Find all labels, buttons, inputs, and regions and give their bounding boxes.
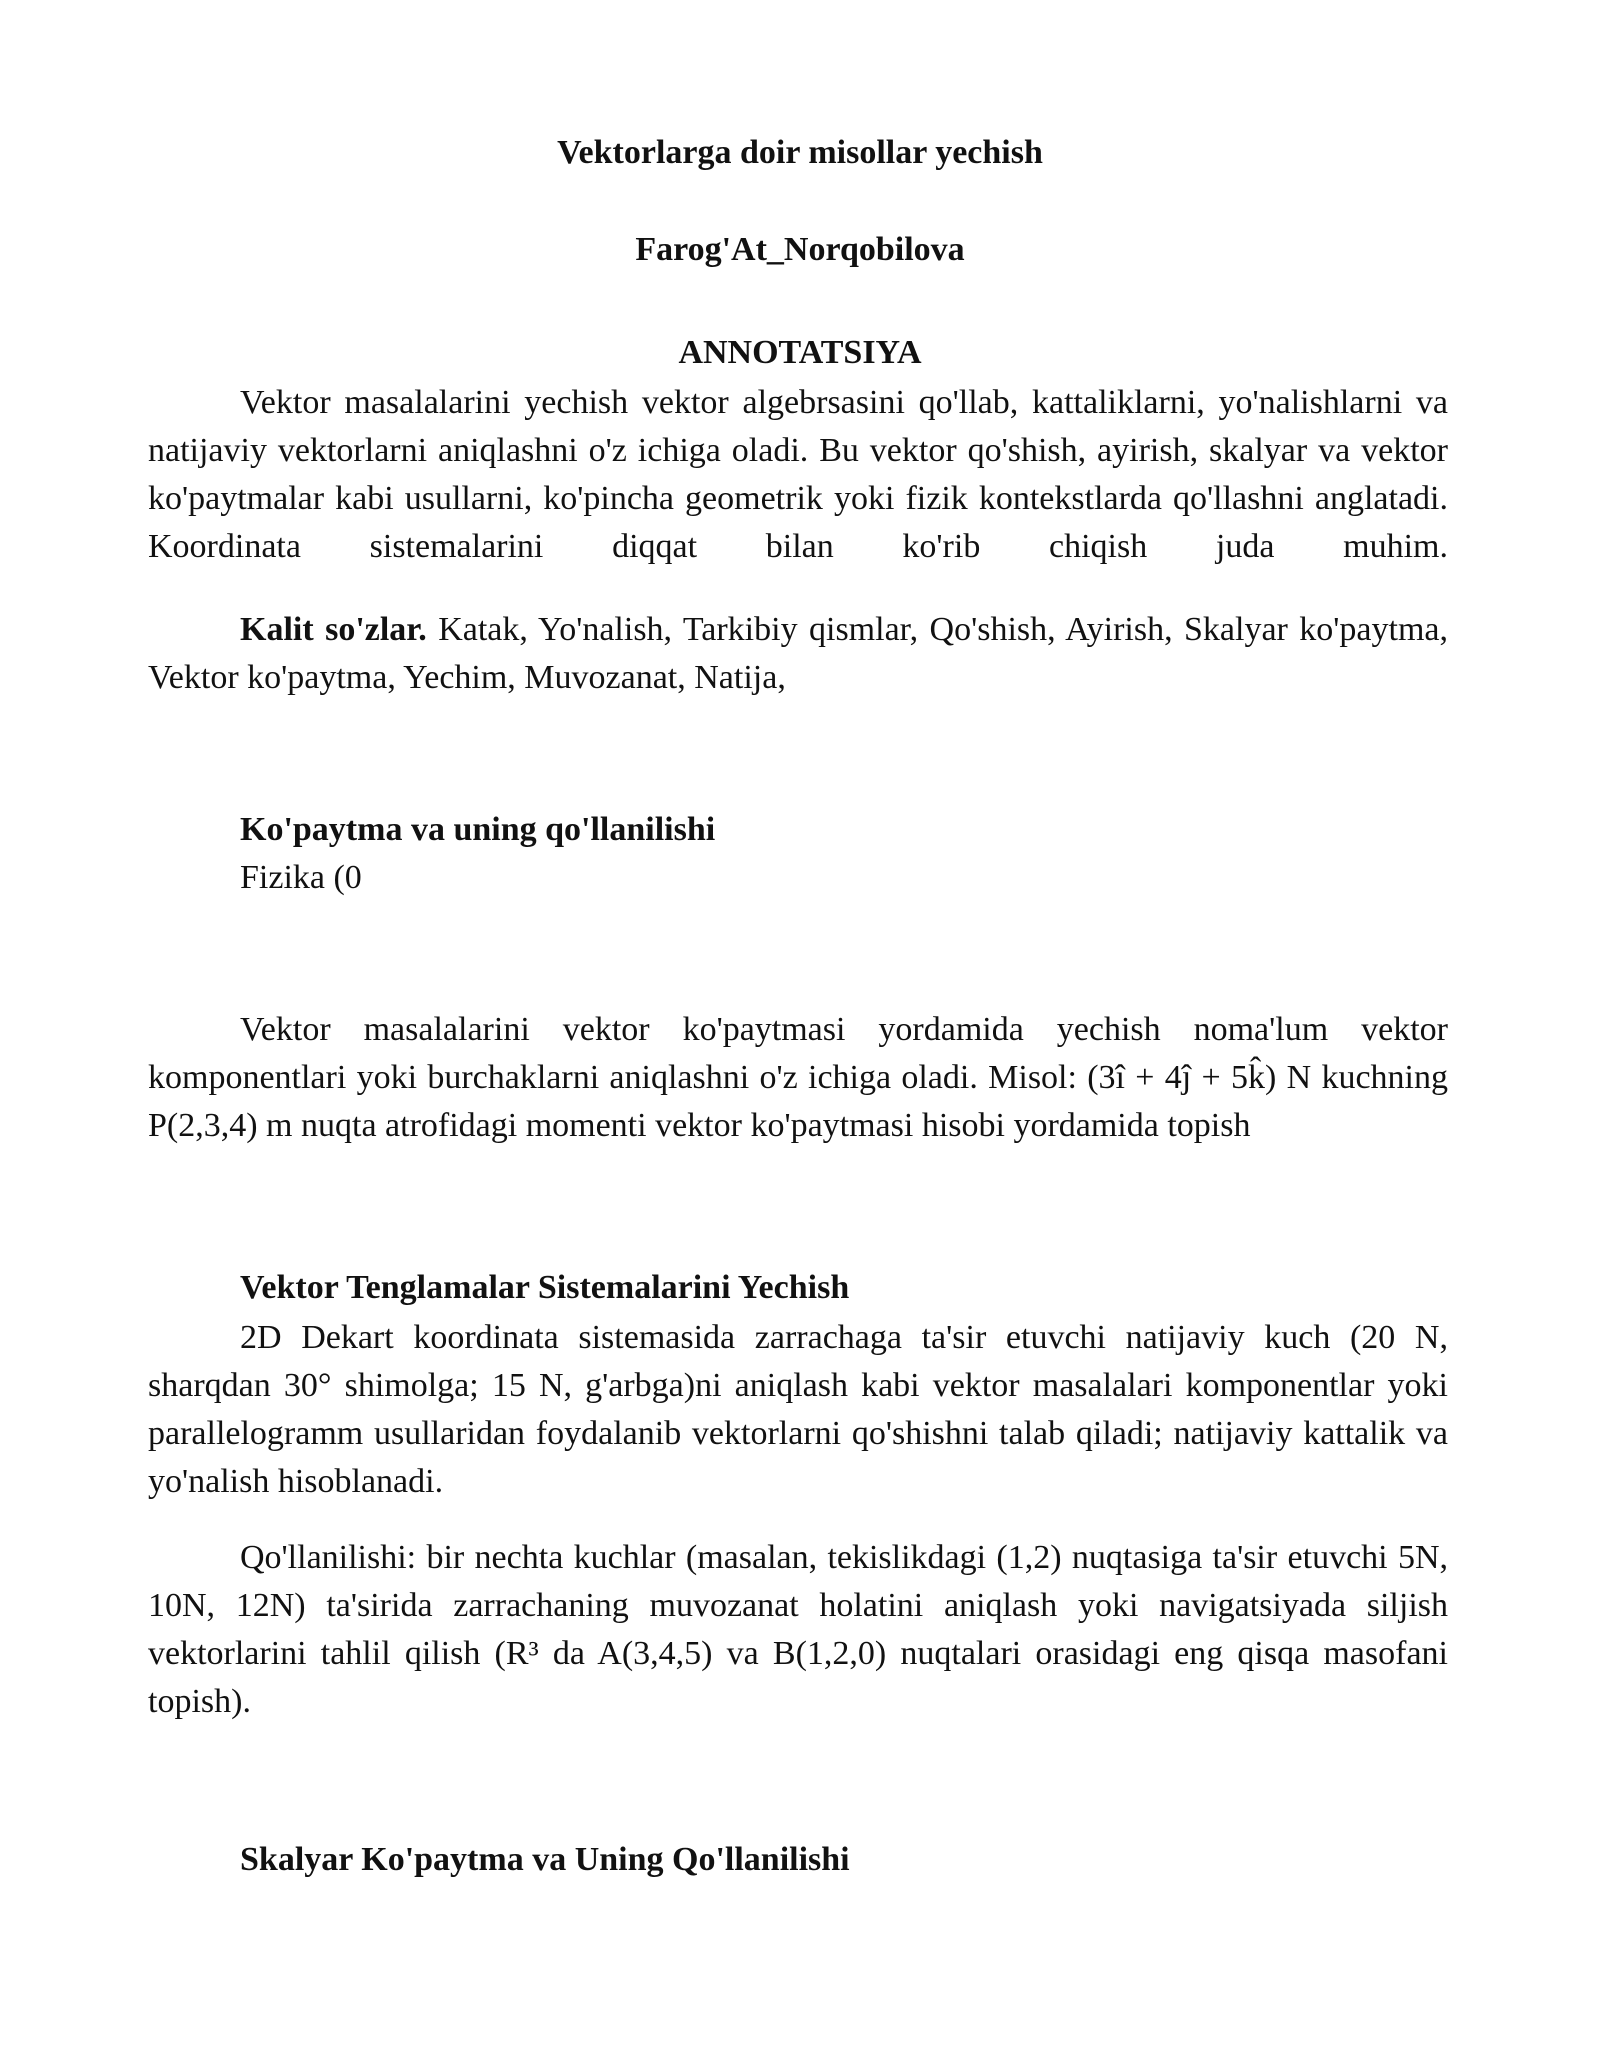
- keywords-list: Katak, Yo'nalish, Tarkibiy qismlar, Qo'shish, Ayirish, Skalyar ko'paytma, Vektor ko'paytma, Yechim, Muvozanat, Natija,: [148, 611, 1448, 696]
- section-heading-kopaytma: Ko'paytma va uning qo'llanilishi: [240, 811, 716, 848]
- applications-paragraph: Qo'llanilishi: bir nechta kuchlar (masalan, tekislikdagi (1,2) nuqtasiga ta'sir etuvchi 5N, 10N, 12N) ta'sirida zarrachaning muvozanat holatini aniqlash yoki navigatsiyada siljish vektorlarini tahlil qilish (R³ da A(3,4,5) va B(1,2,0) nuqtalari orasidagi eng qisqa masofani topish).: [148, 1539, 1448, 1720]
- resultant-force-paragraph: 2D Dekart koordinata sistemasida zarrachaga ta'sir etuvchi natijaviy kuch (20 N, sharqdan 30° shimolga; 15 N, g'arbga)ni aniqlash kabi vektor masalalari komponentlar yoki parallelogramm usullaridan foydalanib vektorlarni qo'shishni talab qiladi; natijaviy kattalik va yo'nalish hisoblanadi.: [148, 1319, 1448, 1500]
- vector-product-paragraph: Vektor masalalarini vektor ko'paytmasi yordamida yechish noma'lum vektor komponentlari yoki burchaklarni aniqlashni o'z ichiga oladi. Misol: (3î + 4ĵ + 5k̂) N kuchning P(2,3,4) m nuqta atrofidagi momenti vektor ko'paytmasi hisobi yordamida topish: [148, 1011, 1448, 1144]
- section-subline-fizika: Fizika (0: [240, 859, 362, 896]
- keywords-paragraph: [148, 606, 1448, 702]
- section-heading-tenglamalar: Vektor Tenglamalar Sistemalarini Yechish: [240, 1269, 850, 1306]
- section-heading-skalyar: Skalyar Ko'paytma va Uning Qo'llanilishi: [240, 1841, 850, 1878]
- keywords-label: Kalit so'zlar.: [240, 611, 427, 648]
- annotation-paragraph: Vektor masalalarini yechish vektor algebrsasini qo'llab, kattaliklarni, yo'nalishlarni va natijaviy vektorlarni aniqlashni o'z ichiga oladi. Bu vektor qo'shish, ayirish, skalyar va vektor ko'paytmalar kabi usullarni, ko'pincha geometrik yoki fizik kontekstlarda qo'llashni anglatadi. Koordinata sistemalarini diqqat bilan ko'rib chiqish juda muhim.: [148, 384, 1448, 565]
- annotation-heading: ANNOTATSIYA: [678, 334, 922, 371]
- document-title: Vektorlarga doir misollar yechish: [557, 134, 1043, 171]
- document-author: Farog'At_Norqobilova: [635, 231, 965, 268]
